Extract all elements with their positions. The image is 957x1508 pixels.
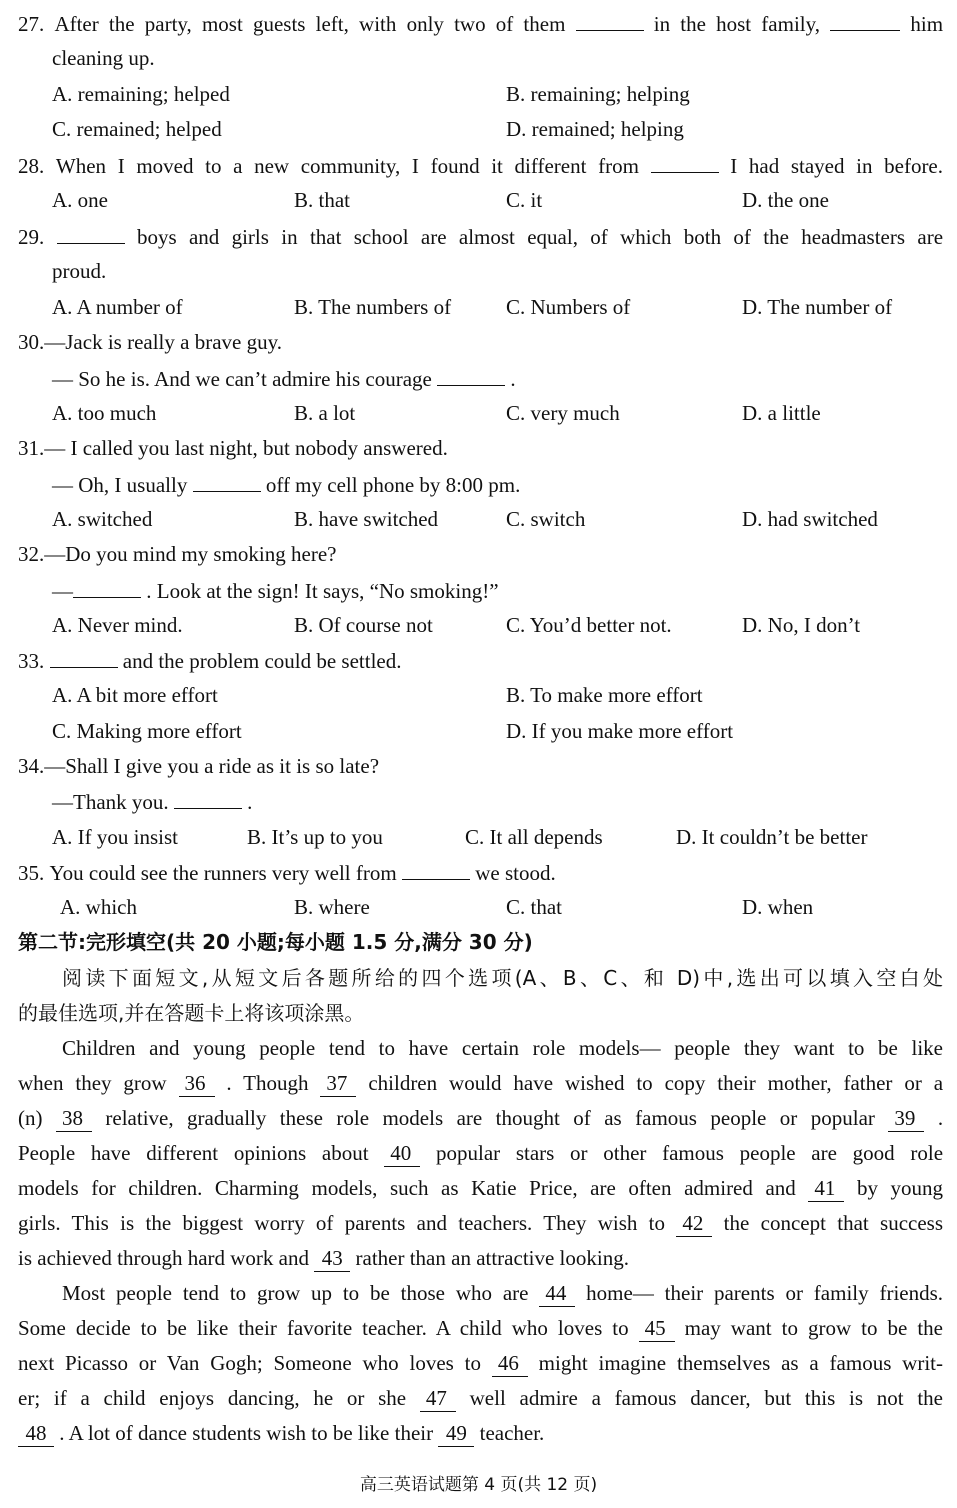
answer-blank (57, 219, 125, 244)
question-35-options (60, 890, 943, 925)
question-35-stem: 35. You could see the runners very well from we stood. (18, 855, 943, 890)
question-31-reply: — Oh, I usually off my cell phone by 8:00 pm. (52, 467, 943, 502)
question-27-stem: 27. After the party, most guests left, with only two of them in the host family, him (18, 6, 943, 41)
passage-line: Most people tend to grow up to be those who are 44 home— their parents or family friends. (62, 1281, 944, 1305)
option-c[interactable]: C. Making more effort (52, 719, 242, 743)
option-c[interactable]: C. remained; helped (52, 117, 222, 141)
passage-line: next Picasso or Van Gogh; Someone who loves to 46 might imagine themselves as a famous writ- (18, 1351, 944, 1375)
passage-line: is achieved through hard work and 43 rather than an attractive looking. (18, 1246, 629, 1270)
option-a[interactable]: A. Never mind. (52, 613, 183, 637)
option-c[interactable]: C. switch (506, 507, 586, 531)
question-34-reply: —Thank you. . (52, 784, 943, 819)
cloze-blank-41: 41 (808, 1175, 844, 1202)
option-b[interactable]: B. have switched (294, 507, 439, 531)
option-b[interactable]: B. a lot (294, 401, 356, 425)
option-d[interactable]: D. the one (742, 188, 829, 212)
cloze-blank-43: 43 (314, 1245, 350, 1272)
passage-line: when they grow 36 . Though 37 children would have wished to copy their mother, father or a (18, 1071, 944, 1095)
question-31-stem: 31.— I called you last night, but nobody answered. (18, 436, 448, 460)
option-a[interactable]: A. which (60, 895, 137, 919)
question-30-stem: 30.—Jack is really a brave guy. (18, 330, 282, 354)
option-d[interactable]: D. when (742, 895, 814, 919)
option-c[interactable]: C. It all depends (465, 825, 603, 849)
option-c[interactable]: C. it (506, 188, 543, 212)
passage-line: Children and young people tend to have certain role models— people they want to be like (62, 1036, 943, 1060)
option-a[interactable]: A. one (52, 188, 108, 212)
passage-line: models for children. Charming models, such as Katie Price, are often admired and 41 by young (18, 1176, 944, 1200)
cloze-blank-49: 49 (438, 1420, 474, 1447)
cloze-blank-37: 37 (320, 1070, 356, 1097)
answer-blank (193, 467, 261, 492)
section-title: 第二节:完形填空(共 20 小题;每小题 1.5 分,满分 30 分) (18, 930, 533, 954)
option-a[interactable]: A. If you insist (52, 825, 178, 849)
question-28-options (52, 183, 943, 218)
section-instructions: 阅读下面短文,从短文后各题所给的四个选项(A、B、C、和 D)中,选出可以填入空白处 (62, 966, 943, 990)
option-d[interactable]: D. had switched (742, 507, 878, 531)
option-c[interactable]: C. You’d better not. (506, 613, 672, 637)
option-d[interactable]: D. a little (742, 401, 821, 425)
option-b[interactable]: B. To make more effort (506, 683, 703, 707)
answer-blank (437, 361, 505, 386)
answer-blank (50, 643, 118, 668)
passage-line: girls. This is the biggest worry of parents and teachers. They wish to 42 the concept that success (18, 1211, 944, 1235)
question-29-stem-cont: proud. (52, 259, 107, 283)
question-29-stem: 29. boys and girls in that school are almost equal, of which both of the headmasters are (18, 219, 943, 254)
option-a[interactable]: A. switched (52, 507, 153, 531)
cloze-blank-46: 46 (492, 1350, 528, 1377)
cloze-blank-40: 40 (384, 1140, 420, 1167)
option-b[interactable]: B. Of course not (294, 613, 433, 637)
question-34-stem: 34.—Shall I give you a ride as it is so late? (18, 754, 380, 778)
cloze-blank-45: 45 (639, 1315, 675, 1342)
option-c[interactable]: C. that (506, 895, 562, 919)
question-33-options-2 (52, 714, 943, 749)
option-c[interactable]: C. Numbers of (506, 295, 631, 319)
cloze-blank-47: 47 (420, 1385, 456, 1412)
answer-blank (651, 148, 719, 173)
cloze-blank-36: 36 (179, 1070, 215, 1097)
question-30-reply: — So he is. And we can’t admire his courage . (52, 361, 943, 396)
option-a[interactable]: A. too much (52, 401, 157, 425)
page-footer: 高三英语试题第 4 页(共 12 页) (359, 1475, 598, 1495)
answer-blank (576, 6, 644, 31)
passage-line: People have different opinions about 40 popular stars or other famous people are good role (18, 1141, 944, 1165)
option-b[interactable]: B. remaining; helping (506, 82, 690, 106)
option-c[interactable]: C. very much (506, 401, 620, 425)
question-27-options-2 (52, 112, 943, 147)
passage-line: Some decide to be like their favorite teacher. A child who loves to 45 may want to grow to be the (18, 1316, 943, 1340)
option-d[interactable]: D. No, I don’t (742, 613, 861, 637)
passage-line: er; if a child enjoys dancing, he or she 47 well admire a famous dancer, but this is not the (18, 1386, 944, 1410)
question-33-stem: 33. and the problem could be settled. (18, 643, 943, 678)
question-27-stem-cont: cleaning up. (52, 46, 155, 70)
question-32-stem: 32.—Do you mind my smoking here? (18, 542, 337, 566)
question-28-stem: 28. When I moved to a new community, I found it different from I had stayed in before. (18, 148, 943, 183)
option-b[interactable]: B. where (294, 895, 370, 919)
cloze-blank-48: 48 (18, 1420, 54, 1447)
option-b[interactable]: B. that (294, 188, 350, 212)
question-27-options (52, 77, 943, 112)
option-a[interactable]: A. A bit more effort (52, 683, 218, 707)
cloze-blank-38: 38 (56, 1105, 92, 1132)
cloze-blank-44: 44 (539, 1280, 575, 1307)
option-b[interactable]: B. The numbers of (294, 295, 452, 319)
question-29-options (52, 290, 943, 325)
answer-blank (73, 573, 141, 598)
question-33-options (52, 678, 943, 713)
option-a[interactable]: A. remaining; helped (52, 82, 230, 106)
question-30-options (52, 396, 943, 431)
cloze-blank-39: 39 (888, 1105, 924, 1132)
cloze-blank-42: 42 (676, 1210, 712, 1237)
question-31-options (52, 502, 943, 537)
option-d[interactable]: D. remained; helping (506, 117, 684, 141)
answer-blank (402, 855, 470, 880)
question-32-options (52, 608, 943, 643)
answer-blank (174, 784, 242, 809)
passage-line: 48 . A lot of dance students wish to be like their 49 teacher. (18, 1416, 943, 1451)
option-d[interactable]: D. It couldn’t be better (676, 825, 868, 849)
question-32-reply: — . Look at the sign! It says, “No smoking!” (52, 573, 943, 608)
question-34-options (52, 820, 943, 855)
section-instructions-cont: 的最佳选项,并在答题卡上将该项涂黑。 (18, 1001, 365, 1025)
option-d[interactable]: D. The number of (742, 295, 893, 319)
passage-line: (n) 38 relative, gradually these role models are thought of as famous people or popular 39 . (18, 1106, 944, 1130)
option-b[interactable]: B. It’s up to you (247, 825, 383, 849)
option-a[interactable]: A. A number of (52, 295, 183, 319)
option-d[interactable]: D. If you make more effort (506, 719, 734, 743)
answer-blank (830, 6, 900, 31)
